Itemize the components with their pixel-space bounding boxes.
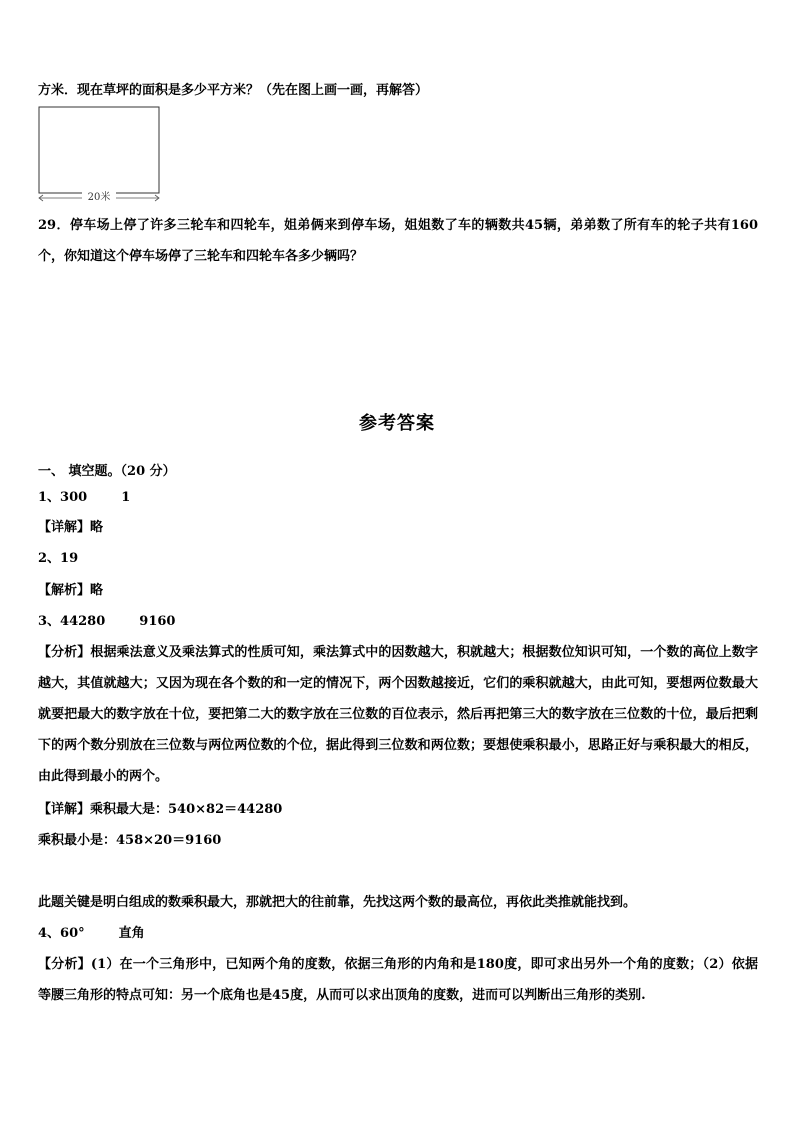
answer-3-extra: 9160 [139, 614, 176, 629]
answer-1-extra: 1 [121, 490, 131, 505]
answer-1 [38, 489, 130, 507]
answer-3-note: 此题关键是明白组成的数乘积最大，那就把大的往前靠，先找这两个数的最高位，再依此类推就能找到。 [38, 895, 637, 910]
answer-1-detail: 【详解】略 [38, 520, 104, 535]
section-heading: 一、 填空题。（20 分） [38, 464, 176, 479]
question-28-continuation: 方米．现在草坪的面积是多少平方米？（先在图上画一画，再解答） [38, 83, 429, 98]
answer-3-value: 3、44280 [38, 614, 106, 629]
answer-4-value: 4、60° [38, 926, 85, 941]
answer-4 [38, 925, 145, 943]
answer-4-analysis: 【分析】(1）在一个三角形中，已知两个角的度数，依据三角形的内角和是180度，即可求出另外一个角的度数；（2）依据等腰三角形的特点可知：另一个底角也是45度，从而可以求出顶角的度数，进而可以判断出三角形的类别. [38, 957, 758, 1003]
answer-3-detail-2: 乘积最小是：458×20＝9160 [38, 833, 222, 848]
answer-3 [38, 613, 175, 631]
answer-3-detail: 【详解】乘积最大是：540×82＝44280 [38, 802, 283, 817]
question-29: 29．停车场上停了许多三轮车和四轮车，姐弟俩来到停车场，姐姐数了车的辆数共45辆，弟弟数了所有车的轮子共有160个，你知道这个停车场停了三轮车和四轮车各多少辆吗？ [38, 218, 758, 264]
lawn-square-figure [38, 106, 160, 202]
answer-key-title: 参考答案 [359, 413, 435, 434]
answer-4-extra: 直角 [118, 926, 145, 941]
answer-2-detail: 【解析】略 [38, 583, 104, 598]
answer-2-value: 2、19 [38, 551, 79, 566]
figure-side-label: 20米 [87, 192, 111, 202]
answer-1-value: 1、300 [38, 490, 88, 505]
answer-3-analysis: 【分析】根据乘法意义及乘法算式的性质可知，乘法算式中的因数越大，积就越大；根据数位知识可知，一个数的高位上数字越大，其值就越大；又因为现在各个数的和一定的情况下，两个因数越接近，它们的乘积就越大，由此可知，要想两位数最大就要把最大的数字放在十位，要把第二大的数字放在三位数的百位表示，然后再把第三大的数字放在三位数的十位，最后把剩下的两个数分别放在三位数与两位两位数的个位，据此得到三位数和两位数；要想使乘积最小，思路正好与乘积最大的相反，由此得到最小的两个。 [38, 645, 758, 784]
